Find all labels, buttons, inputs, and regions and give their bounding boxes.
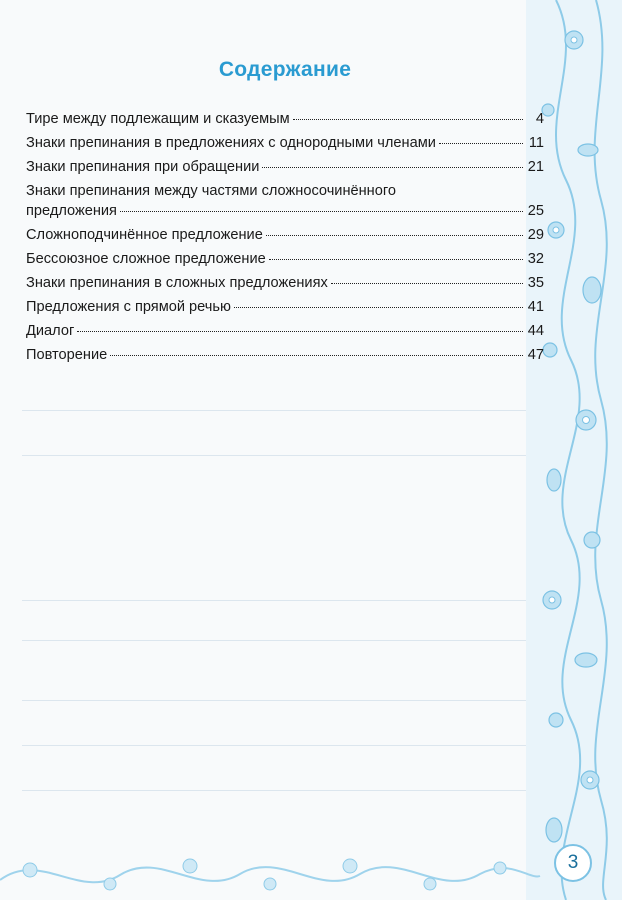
page-title: Содержание [218,58,352,81]
toc-label: Тире между подлежащим и сказуемым [26,111,290,127]
toc-entry [26,182,544,220]
bleed-line [22,640,542,641]
bleed-line [22,410,542,411]
dot-leader [266,235,523,236]
dot-leader [293,119,523,120]
toc-page-number: 41 [527,299,544,315]
toc-page-number: 21 [527,159,544,175]
toc-label: Предложения с прямой речью [26,299,231,315]
toc-entry [26,134,544,152]
toc-label: Повторение [26,347,108,363]
dot-leader [120,211,523,212]
toc-page-number: 32 [527,251,544,267]
toc-page-number: 44 [527,323,544,339]
toc-page-number: 11 [528,135,544,151]
dot-leader [234,307,523,308]
toc-entry [26,322,544,340]
table-of-contents [26,108,544,364]
toc-entry [26,226,544,244]
dot-leader [110,355,523,356]
toc-page-number: 47 [527,347,544,363]
toc-label-line: Знаки препинания между частями сложносочинённого [26,183,396,199]
toc-page-number: 25 [527,203,544,219]
bleed-line [22,600,542,601]
toc-label: Сложноподчинённое предложение [26,227,263,243]
dot-leader [269,259,523,260]
toc-label: Бессоюзное сложное предложение [26,251,266,267]
toc-page-number: 4 [535,111,544,127]
toc-entry [26,110,544,128]
bottom-ornament-icon [0,840,622,900]
toc-label: Знаки препинания в сложных предложениях [26,275,328,291]
toc-entry [26,346,544,364]
toc-label: Диалог [26,323,75,339]
toc-entry [26,274,544,292]
dot-leader [439,143,523,144]
toc-label: Знаки препинания при обращении [26,159,260,175]
dot-leader [331,283,523,284]
page-number: 3 [554,844,592,882]
bleed-line [22,790,542,791]
bleed-line [22,700,542,701]
bleed-line [22,455,542,456]
toc-entry [26,250,544,268]
toc-label: предложения [26,203,117,219]
toc-entry [26,158,544,176]
toc-label: Знаки препинания в предложениях с однородными членами [26,135,436,151]
toc-entry [26,298,544,316]
bleed-line [22,745,542,746]
toc-page-number: 29 [527,227,544,243]
dot-leader [77,331,523,332]
toc-page-number: 35 [527,275,544,291]
dot-leader [262,167,523,168]
